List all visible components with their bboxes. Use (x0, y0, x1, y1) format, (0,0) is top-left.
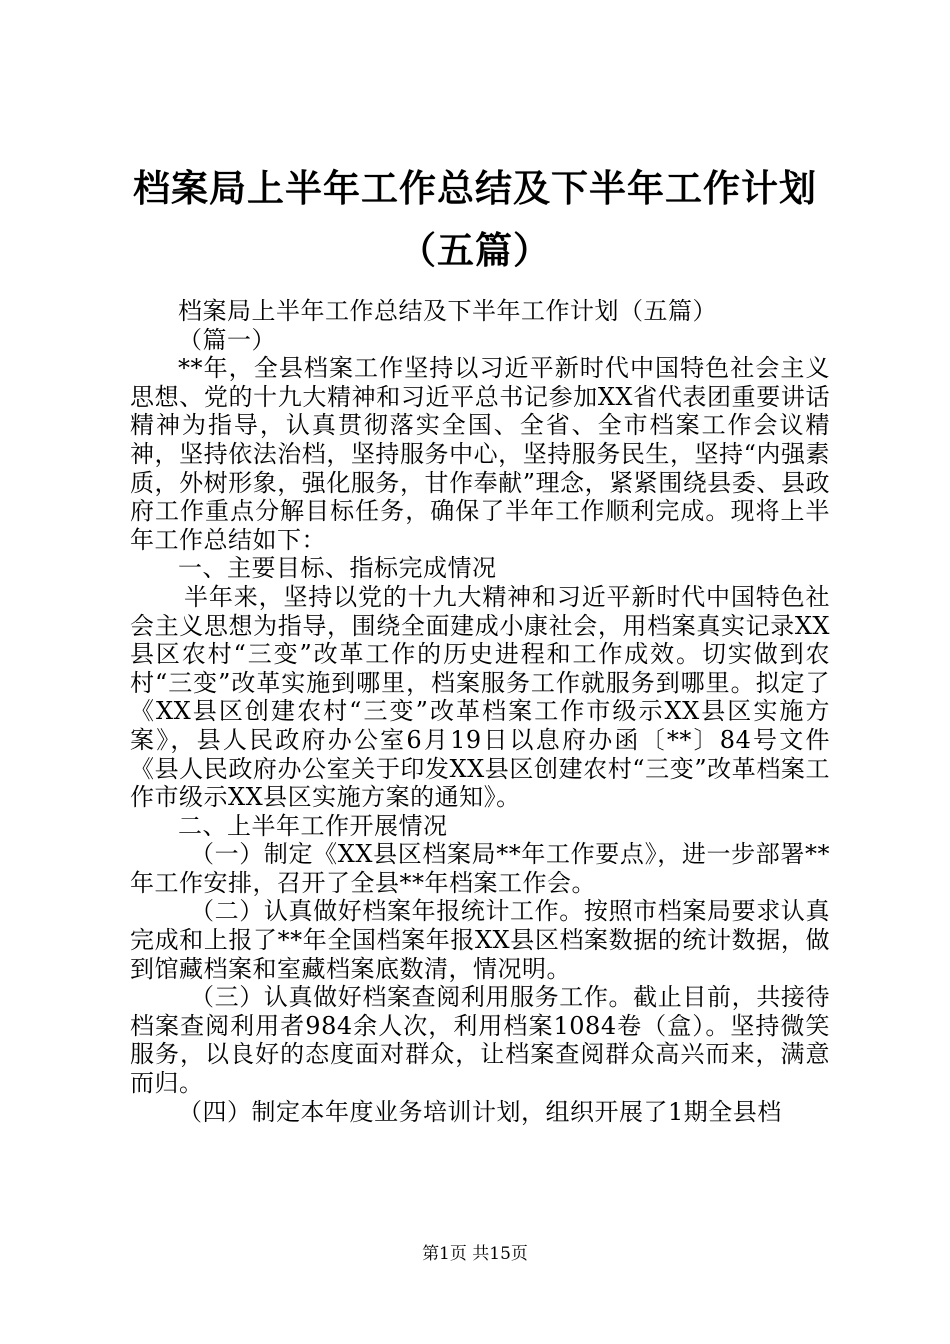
body-paragraph: （一）制定《XX县区档案局**年工作要点》，进一步部署**年工作安排，召开了全县**年档案工作会。 (130, 840, 830, 897)
body-paragraph: 半年来，坚持以党的十九大精神和习近平新时代中国特色社会主义思想为指导，围绕全面建成小康社会，用档案真实记录XX县区农村“三变”改革工作的历史进程和工作成效。切实做到农村“三变”改革实施到哪里，档案服务工作就服务到哪里。拟定了《XX县区创建农村“三变”改革档案工作市级示XX县区实施方案》，县人民政府办公室6月19日以息府办函〔**〕84号文件《县人民政府办公室关于印发XX县区创建农村“三变”改革档案工作市级示XX县区实施方案的通知》。 (130, 582, 830, 812)
subtitle-paragraph: 档案局上半年工作总结及下半年工作计划（五篇） (178, 297, 717, 325)
section-heading: 一、主要目标、指标完成情况 (178, 554, 497, 583)
body-paragraph: （二）认真做好档案年报统计工作。按照市档案局要求认真完成和上报了**年全国档案年报XX县区档案数据的统计数据，做到馆藏档案和室藏档案底数清，情况明。 (130, 897, 830, 983)
body-paragraph: （四）制定本年度业务培训计划，组织开展了1期全县档 (178, 1097, 782, 1126)
section-label: （篇一） (178, 325, 276, 354)
document-title: 档案局上半年工作总结及下半年工作计划（五篇） (133, 167, 817, 272)
body-paragraph: **年，全县档案工作坚持以习近平新时代中国特色社会主义思想、党的十九大精神和习近平总书记参加XX省代表团重要讲话精神为指导，认真贯彻落实全国、全省、全市档案工作会议精神，坚持依法治档，坚持服务中心，坚持服务民生，坚持“内强素质，外树形象，强化服务，甘作奉献”理念，紧紧围绕县委、县政府工作重点分解目标任务，确保了半年工作顺利完成。现将上半年工作总结如下： (130, 354, 830, 554)
section-heading: 二、上半年工作开展情况 (178, 811, 448, 840)
body-paragraph: （三）认真做好档案查阅利用服务工作。截止目前，共接待档案查阅利用者984余人次，利用档案1084卷（盒）。坚持微笑服务，以良好的态度面对群众，让档案查阅群众高兴而来，满意而归。 (130, 983, 830, 1098)
page-footer: 第1页 共15页 (422, 1244, 528, 1264)
document-body (130, 297, 830, 1126)
